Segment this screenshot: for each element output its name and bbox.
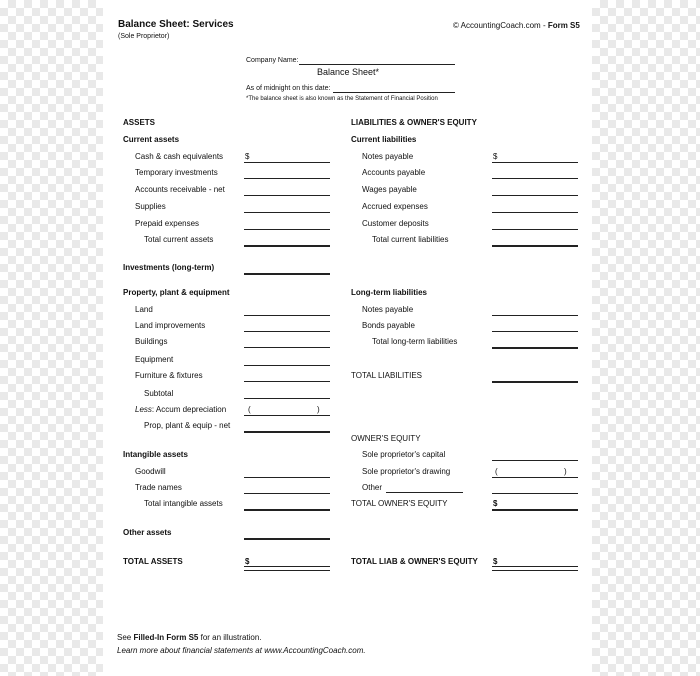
amount-field-ppe-net[interactable] xyxy=(244,431,330,433)
amount-field-furniture[interactable] xyxy=(244,381,330,382)
asset-label-accounts-receivable: Accounts receivable - net xyxy=(135,185,225,194)
total-current-assets-label: Total current assets xyxy=(144,235,214,244)
total-intangible-label: Total intangible assets xyxy=(144,499,223,508)
less-prefix: Less xyxy=(135,405,152,414)
copyright-line xyxy=(453,21,580,31)
amount-field-trade-names[interactable] xyxy=(244,493,330,494)
amount-field-accounts-payable[interactable] xyxy=(492,178,578,179)
amount-field-buildings[interactable] xyxy=(244,347,330,348)
amount-field-total-owners-equity[interactable] xyxy=(492,509,578,511)
accum-depreciation-label xyxy=(135,405,226,415)
company-name-field[interactable] xyxy=(299,64,455,65)
other-assets-label: Other assets xyxy=(123,528,172,537)
liability-label-lt-notes-payable: Notes payable xyxy=(362,305,414,314)
amount-field-total-long-term-liabilities[interactable] xyxy=(492,347,578,349)
dollar-sign: $ xyxy=(493,152,498,161)
liability-label-wages-payable: Wages payable xyxy=(362,185,417,194)
amount-field-bonds-payable[interactable] xyxy=(492,331,578,332)
amount-field-notes-payable[interactable] xyxy=(492,162,578,163)
liability-label-customer-deposits: Customer deposits xyxy=(362,219,429,228)
amount-field-total-current-liabilities[interactable] xyxy=(492,245,578,247)
amount-field-lt-notes-payable[interactable] xyxy=(492,315,578,316)
asset-label-cash: Cash & cash equivalents xyxy=(135,152,224,161)
equity-label-capital: Sole proprietor's capital xyxy=(362,450,446,459)
footnote: *The balance sheet is also known as the Statement of Financial Position xyxy=(246,96,438,102)
company-name-label: Company Name: xyxy=(246,57,299,64)
ppe-net-label: Prop, plant & equip - net xyxy=(144,421,231,430)
liability-label-accounts-payable: Accounts payable xyxy=(362,168,426,177)
amount-field-accounts-receivable[interactable] xyxy=(244,195,330,196)
amount-field-total-liab-equity[interactable] xyxy=(492,566,578,571)
dollar-sign: $ xyxy=(493,499,498,508)
liabilities-heading: LIABILITIES & OWNER'S EQUITY xyxy=(351,118,477,127)
footer-see-suffix: for an illustration. xyxy=(198,633,262,642)
total-long-term-liabilities-label: Total long-term liabilities xyxy=(372,337,458,346)
amount-field-wages-payable[interactable] xyxy=(492,195,578,196)
amount-field-land-improvements[interactable] xyxy=(244,331,330,332)
amount-field-cash[interactable] xyxy=(244,162,330,163)
total-current-liabilities-label: Total current liabilities xyxy=(372,235,449,244)
equity-label-other: Other xyxy=(362,483,383,492)
total-liabilities-label: TOTAL LIABILITIES xyxy=(351,371,422,380)
amount-field-customer-deposits[interactable] xyxy=(492,229,578,230)
paren-open: ( xyxy=(495,467,498,476)
asset-label-equipment: Equipment xyxy=(135,355,174,364)
asset-label-buildings: Buildings xyxy=(135,337,168,346)
amount-field-equipment[interactable] xyxy=(244,365,330,366)
asset-label-prepaid: Prepaid expenses xyxy=(135,219,200,228)
investments-label: Investments (long-term) xyxy=(123,263,215,272)
equity-label-drawing: Sole proprietor's drawing xyxy=(362,467,451,476)
form-title: Balance Sheet: Services xyxy=(118,19,234,30)
amount-field-total-current-assets[interactable] xyxy=(244,245,330,247)
amount-field-goodwill[interactable] xyxy=(244,477,330,478)
owners-equity-heading: OWNER'S EQUITY xyxy=(351,434,421,443)
asset-label-goodwill: Goodwill xyxy=(135,467,166,476)
total-assets-label: TOTAL ASSETS xyxy=(123,557,183,566)
paren-close: ) xyxy=(317,405,320,414)
footer-see-line xyxy=(117,633,262,643)
paren-close: ) xyxy=(564,467,567,476)
asset-label-supplies: Supplies xyxy=(135,202,166,211)
amount-field-drawing[interactable] xyxy=(492,477,578,478)
liability-label-accrued-expenses: Accrued expenses xyxy=(362,202,428,211)
amount-field-capital[interactable] xyxy=(492,460,578,461)
intangible-heading: Intangible assets xyxy=(123,450,188,459)
amount-field-supplies[interactable] xyxy=(244,212,330,213)
asset-label-furniture: Furniture & fixtures xyxy=(135,371,203,380)
amount-field-accrued-expenses[interactable] xyxy=(492,212,578,213)
asset-label-land-improvements: Land improvements xyxy=(135,321,206,330)
dollar-sign: $ xyxy=(245,557,250,566)
other-equity-name-field[interactable] xyxy=(386,492,463,493)
dollar-sign: $ xyxy=(245,152,250,161)
date-field[interactable] xyxy=(333,92,455,93)
date-label: As of midnight on this date: xyxy=(246,85,331,92)
liability-label-notes-payable: Notes payable xyxy=(362,152,414,161)
dollar-sign: $ xyxy=(493,557,498,566)
amount-field-investments[interactable] xyxy=(244,273,330,275)
asset-label-trade-names: Trade names xyxy=(135,483,182,492)
asset-label-land: Land xyxy=(135,305,153,314)
amount-field-other-assets[interactable] xyxy=(244,538,330,540)
form-page xyxy=(103,0,592,676)
amount-field-temp-investments[interactable] xyxy=(244,178,330,179)
assets-heading: ASSETS xyxy=(123,118,156,127)
balance-sheet-heading: Balance Sheet* xyxy=(317,67,380,77)
total-owners-equity-label: TOTAL OWNER'S EQUITY xyxy=(351,499,448,508)
ppe-heading: Property, plant & equipment xyxy=(123,288,230,297)
amount-field-accum-depreciation[interactable] xyxy=(244,415,330,416)
current-assets-heading: Current assets xyxy=(123,135,180,144)
filled-in-form-link[interactable]: Filled-In Form S5 xyxy=(133,633,199,642)
form-subtitle: (Sole Proprietor) xyxy=(118,33,170,40)
amount-field-total-intangible[interactable] xyxy=(244,509,330,511)
copyright-text: © AccountingCoach.com - xyxy=(453,21,548,30)
amount-field-prepaid[interactable] xyxy=(244,229,330,230)
amount-field-total-assets[interactable] xyxy=(244,566,330,571)
asset-label-temp-investments: Temporary investments xyxy=(135,168,218,177)
current-liabilities-heading: Current liabilities xyxy=(351,135,417,144)
long-term-liabilities-heading: Long-term liabilities xyxy=(351,288,428,297)
paren-open: ( xyxy=(248,405,251,414)
amount-field-other-equity[interactable] xyxy=(492,493,578,494)
footer-see-prefix: See xyxy=(117,633,134,642)
accum-depreciation-text: : Accum depreciation xyxy=(151,405,227,414)
amount-field-ppe-subtotal[interactable] xyxy=(244,398,330,399)
liability-label-bonds-payable: Bonds payable xyxy=(362,321,415,330)
form-number: Form S5 xyxy=(547,21,580,30)
amount-field-land[interactable] xyxy=(244,315,330,316)
footer-learn-more: Learn more about financial statements at www.AccountingCoach.com. xyxy=(117,646,366,655)
ppe-subtotal-label: Subtotal xyxy=(144,389,174,398)
total-liab-equity-label: TOTAL LIAB & OWNER'S EQUITY xyxy=(351,557,478,566)
amount-field-total-liabilities[interactable] xyxy=(492,381,578,383)
